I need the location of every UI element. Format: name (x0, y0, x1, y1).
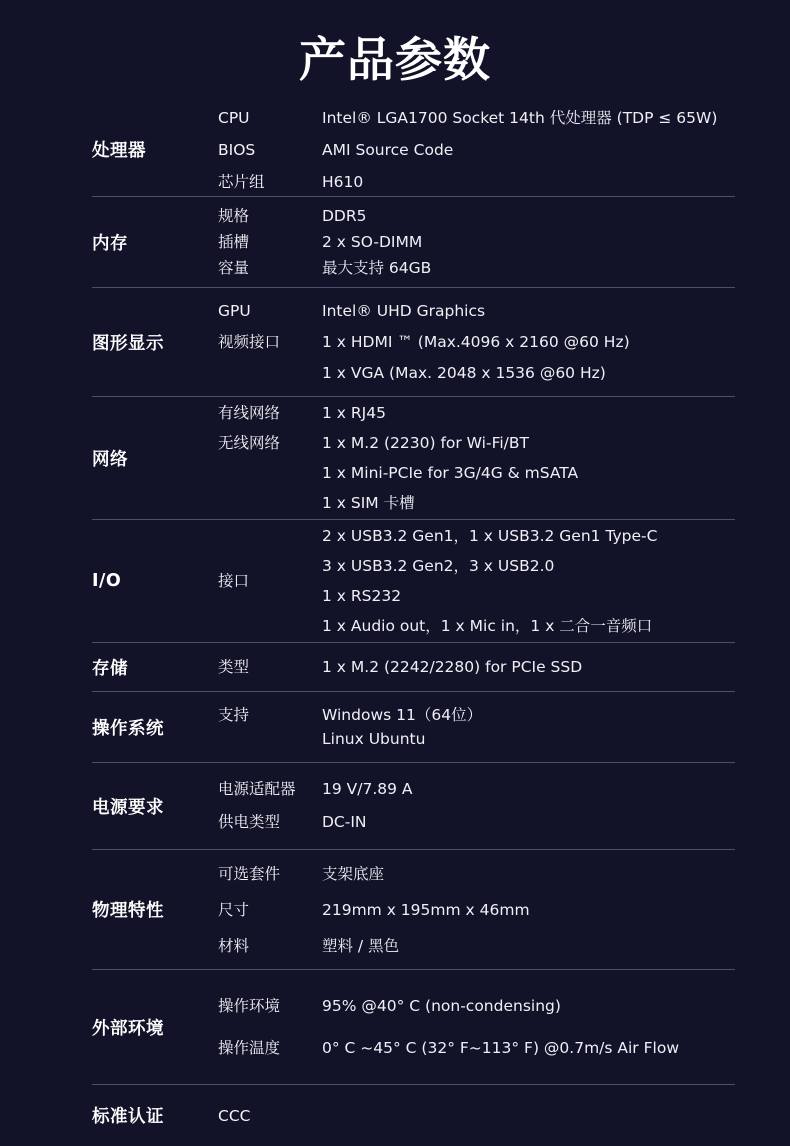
spec-section-graphics (92, 288, 735, 397)
category-label-certification: 标准认证 (92, 1107, 164, 1127)
spec-key: GPU (218, 301, 251, 320)
spec-row (218, 255, 735, 281)
spec-key: 视频接口 (218, 332, 281, 351)
spec-row (218, 773, 735, 806)
spec-row (218, 296, 735, 327)
section-rows (218, 520, 735, 642)
category-label-storage: 存储 (92, 658, 128, 679)
spec-row (218, 928, 735, 964)
spec-row (218, 521, 735, 641)
category-label-physical: 物理特性 (92, 901, 164, 921)
section-rows (218, 643, 735, 691)
section-rows (218, 1085, 735, 1146)
section-rows (218, 850, 735, 969)
spec-value: AMI Source Code (322, 140, 454, 159)
spec-section-physical (92, 850, 735, 970)
spec-row (218, 655, 735, 679)
spec-value: Intel® UHD Graphics (322, 301, 486, 320)
spec-value: 1 x M.2 (2230) for Wi-Fi/BT (322, 434, 529, 452)
category-label-io: I/O (92, 571, 122, 591)
spec-row (218, 1104, 735, 1128)
section-rows (218, 103, 735, 196)
section-rows (218, 970, 735, 1084)
category-label-environment: 外部环境 (92, 1018, 164, 1039)
spec-key: 电源适配器 (218, 780, 296, 798)
spec-value: 1 x SIM 卡槽 (322, 494, 415, 512)
spec-key: 插槽 (218, 233, 250, 251)
spec-key: 供电类型 (218, 813, 281, 831)
spec-key: 支持 (218, 706, 250, 724)
section-rows (218, 692, 735, 762)
spec-key: CCC (218, 1106, 251, 1125)
spec-value: 19 V/7.89 A (322, 780, 413, 798)
spec-key: 规格 (218, 207, 250, 225)
spec-value: 1 x HDMI ™ (Max.4096 x 2160 @60 Hz) (322, 332, 630, 351)
spec-key: BIOS (218, 140, 256, 159)
spec-value: 219mm x 195mm x 46mm (322, 900, 530, 919)
spec-row (218, 703, 735, 751)
section-rows (218, 763, 735, 849)
category-label-os: 操作系统 (92, 718, 164, 739)
spec-key: 容量 (218, 259, 250, 277)
spec-value: 1 x VGA (Max. 2048 x 1536 @60 Hz) (322, 363, 606, 382)
spec-row (218, 134, 735, 166)
spec-value: H610 (322, 172, 364, 191)
spec-section-os (92, 692, 735, 763)
spec-table (92, 103, 735, 1146)
spec-value: 1 x Audio out，1 x Mic in，1 x 二合一音频口 (322, 617, 653, 635)
spec-value: DC-IN (322, 813, 367, 831)
spec-row (218, 229, 735, 255)
spec-section-memory (92, 197, 735, 288)
title-bar (0, 0, 790, 103)
spec-value: 1 x RJ45 (322, 404, 386, 422)
spec-value: 2 x USB3.2 Gen1，1 x USB3.2 Gen1 Type-C (322, 527, 658, 545)
section-rows (218, 397, 735, 519)
spec-key: 接口 (218, 572, 250, 590)
spec-section-certification (92, 1085, 735, 1146)
spec-key: CPU (218, 108, 250, 127)
spec-row (218, 892, 735, 928)
spec-value: 95% @40° C (non-condensing) (322, 997, 561, 1015)
section-rows (218, 197, 735, 287)
spec-value: 2 x SO-DIMM (322, 233, 423, 251)
spec-row (218, 428, 735, 518)
spec-section-environment (92, 970, 735, 1085)
spec-row (218, 806, 735, 839)
category-label-network: 网络 (92, 449, 128, 470)
spec-key: 可选套件 (218, 864, 281, 883)
spec-section-power (92, 763, 735, 850)
spec-row (218, 985, 735, 1027)
spec-section-processor (92, 103, 735, 197)
spec-key: 类型 (218, 658, 250, 676)
spec-key: 有线网络 (218, 404, 281, 422)
spec-section-io (92, 520, 735, 643)
spec-value: 0° C ~45° C (32° F~113° F) @0.7m/s Air Flow (322, 1039, 679, 1057)
category-label-processor: 处理器 (92, 141, 146, 161)
spec-value: 最大支持 64GB (322, 259, 432, 277)
spec-value: DDR5 (322, 207, 367, 225)
spec-value: Linux Ubuntu (322, 730, 426, 748)
spec-section-storage (92, 643, 735, 692)
spec-section-network (92, 397, 735, 520)
spec-value: 3 x USB3.2 Gen2，3 x USB2.0 (322, 557, 555, 575)
spec-row (218, 398, 735, 428)
spec-value: Windows 11（64位） (322, 706, 483, 724)
spec-key: 操作温度 (218, 1039, 281, 1057)
spec-row (218, 327, 735, 389)
spec-row (218, 102, 735, 134)
spec-value: 1 x RS232 (322, 587, 402, 605)
spec-value: 支架底座 (322, 864, 385, 883)
spec-key: 芯片组 (218, 172, 265, 191)
spec-row (218, 203, 735, 229)
spec-row (218, 1027, 735, 1069)
spec-value: Intel® LGA1700 Socket 14th 代处理器 (TDP ≤ 65W) (322, 108, 718, 127)
category-label-power: 电源要求 (92, 797, 164, 818)
spec-value: 1 x Mini-PCIe for 3G/4G & mSATA (322, 464, 579, 482)
page-title: 产品参数 (299, 33, 491, 88)
spec-row (218, 166, 735, 198)
section-rows (218, 288, 735, 396)
category-label-memory: 内存 (92, 233, 128, 254)
spec-row (218, 856, 735, 892)
spec-value: 1 x M.2 (2242/2280) for PCIe SSD (322, 658, 583, 676)
spec-key: 无线网络 (218, 434, 281, 452)
spec-key: 材料 (218, 936, 250, 955)
spec-key: 操作环境 (218, 997, 281, 1015)
category-label-graphics: 图形显示 (92, 333, 164, 354)
spec-value: 塑料 / 黑色 (322, 936, 400, 955)
spec-key: 尺寸 (218, 900, 250, 919)
